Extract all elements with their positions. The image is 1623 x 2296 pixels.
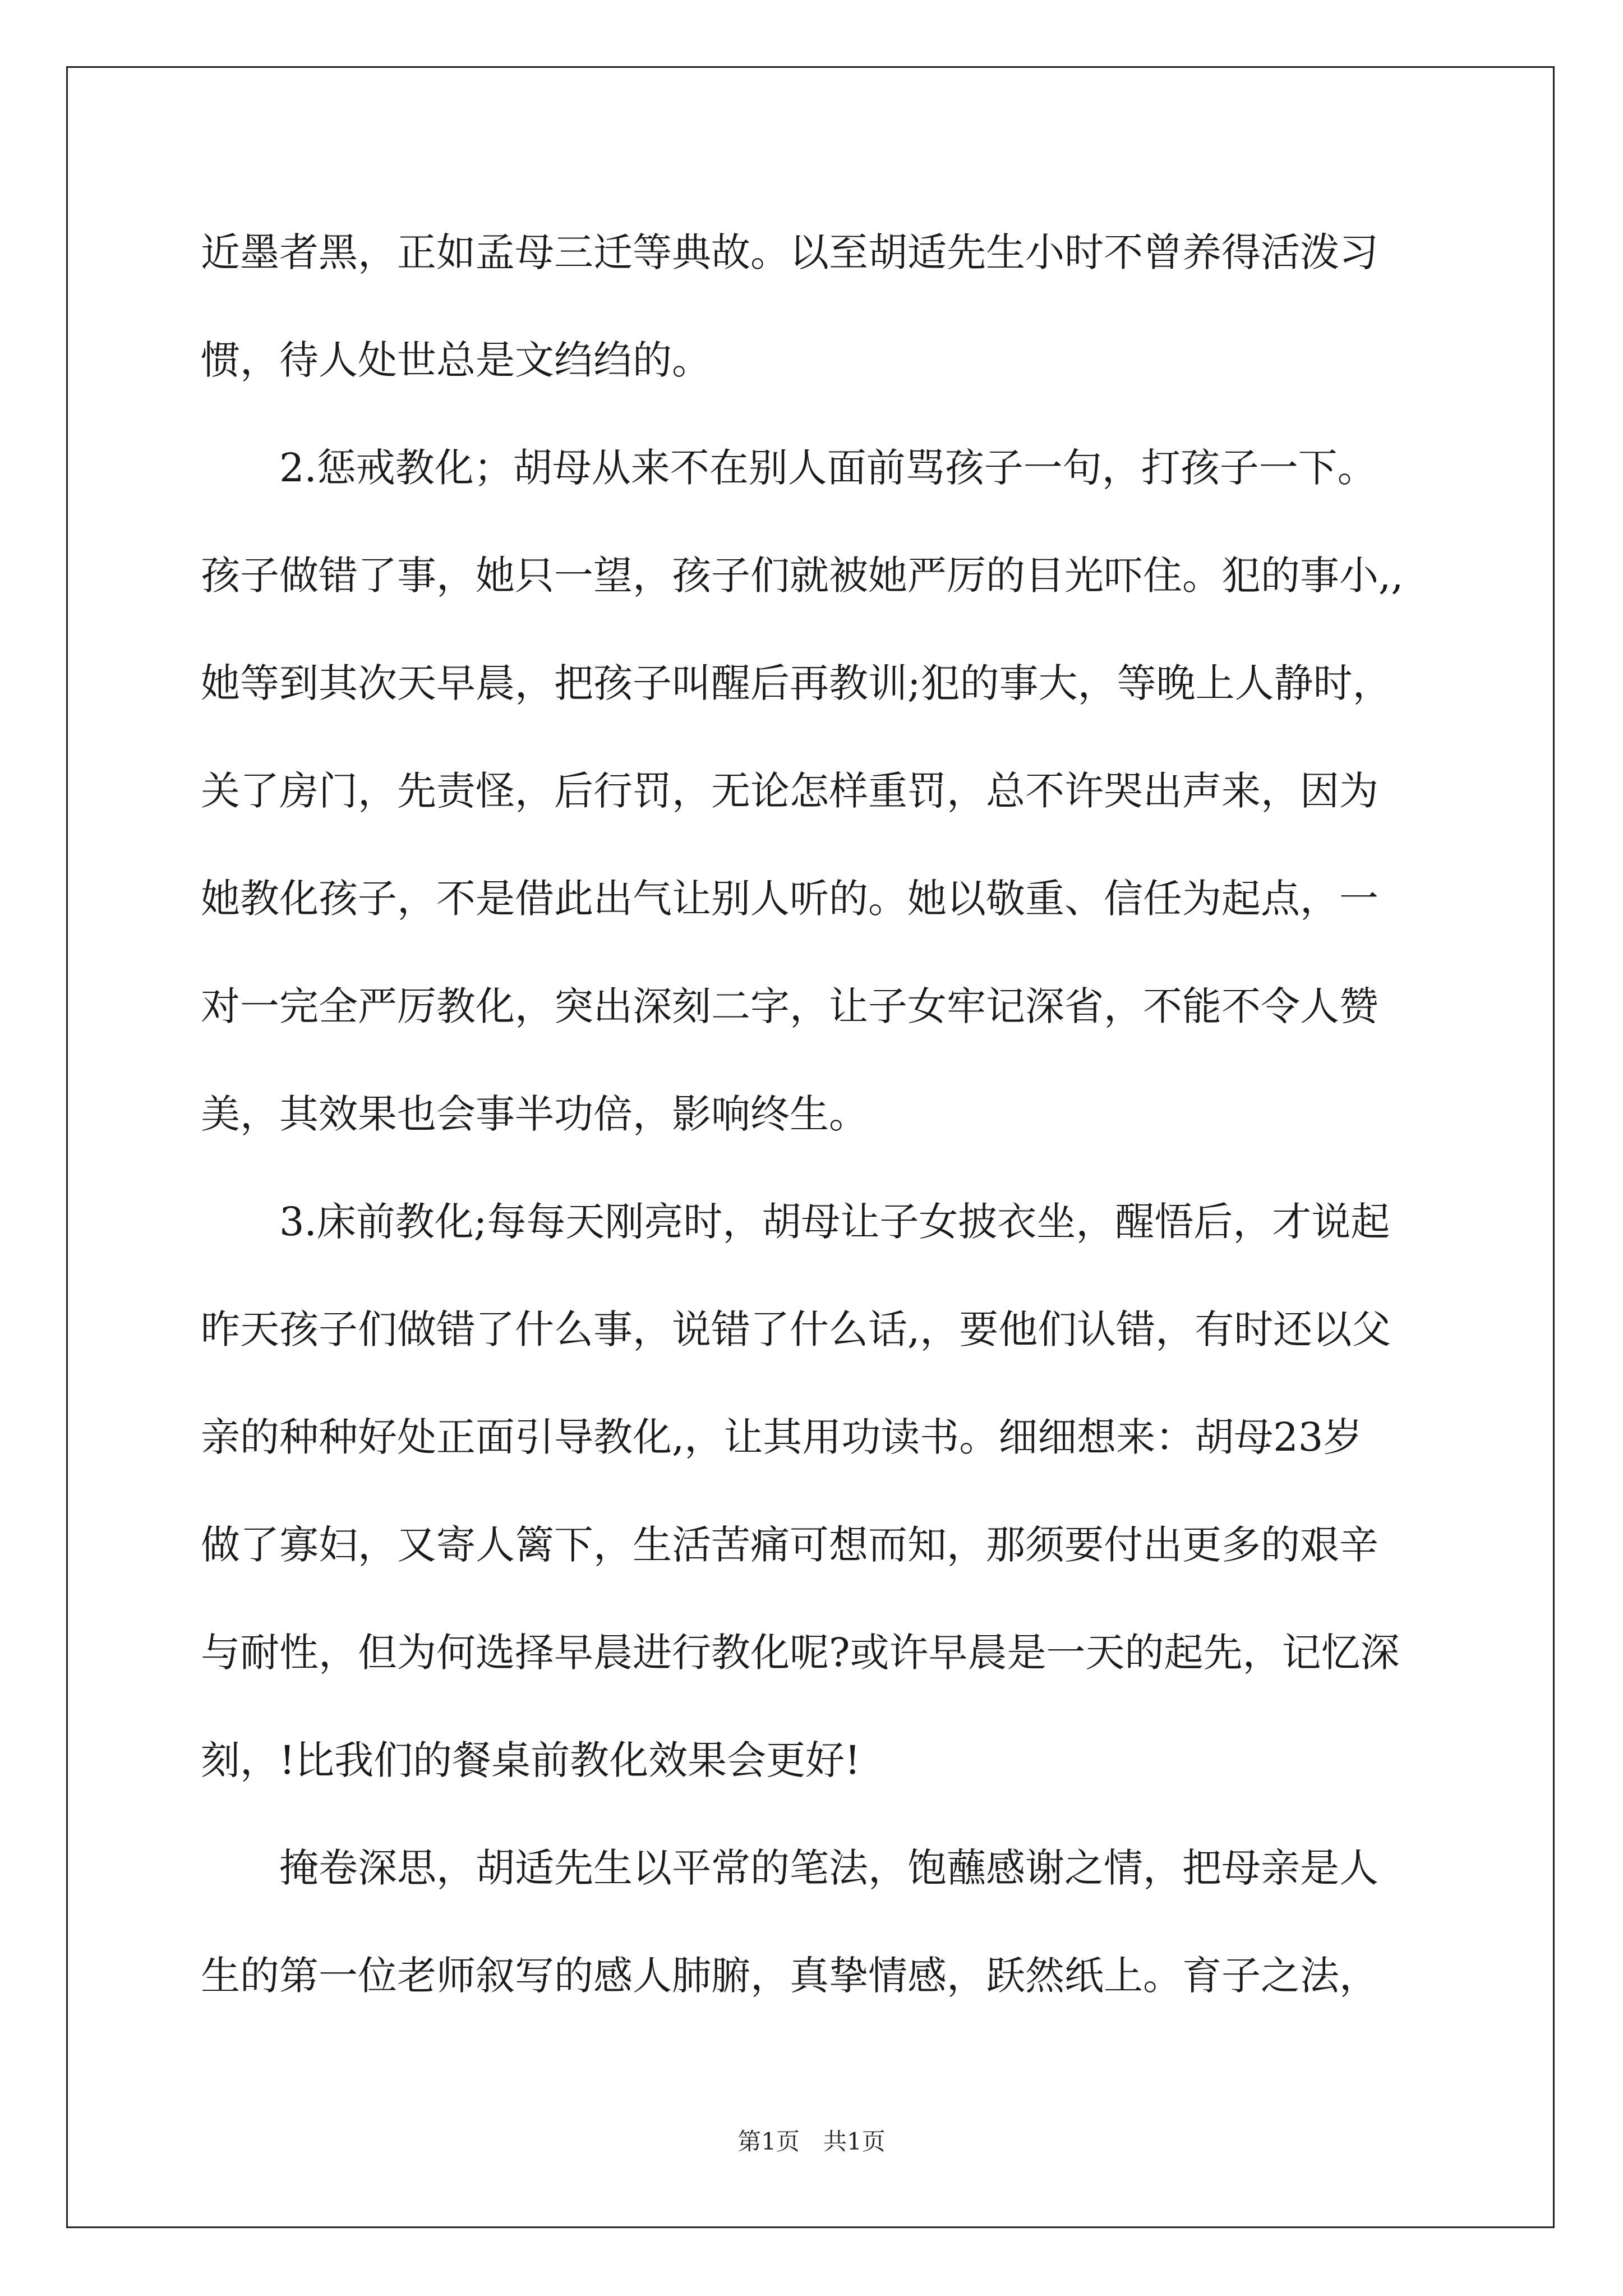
text-line: 美，其效果也会事半功倍，影响终生。 [201,1091,868,1137]
text-line: 刻，!比我们的餐桌前教化效果会更好! [201,1737,861,1783]
paragraph-first-line: 掩卷深思，胡适先生以平常的笔法，饱蘸感谢之情，把母亲是人 [279,1845,1378,1891]
text-line: 近墨者黑，正如孟母三迁等典故。以至胡适先生小时不曾养得活泼习 [201,229,1378,275]
paragraph-first-line: 2.惩戒教化；胡母从来不在别人面前骂孩子一句，打孩子一下。 [279,445,1377,491]
text-line: 做了寡妇，又寄人篱下，生活苦痛可想而知，那须要付出更多的艰辛 [201,1522,1378,1568]
text-line: 对一完全严厉教化，突出深刻二字，让子女牢记深省，不能不令人赞 [201,983,1378,1029]
document-body [201,219,1435,2050]
page-footer: 第1页 共1页 [737,2128,886,2155]
text-line: 与耐性，但为何选择早晨进行教化呢?或许早晨是一天的起先，记忆深 [201,1630,1400,1676]
text-line: 孩子做错了事，她只一望，孩子们就被她严厉的目光吓住。犯的事小,, [201,553,1404,599]
text-line: 昨天孩子们做错了什么事，说错了什么话,，要他们认错，有时还以父 [201,1306,1391,1352]
paragraph-first-line: 3.床前教化;每每天刚亮时，胡母让子女披衣坐，醒悟后，才说起 [279,1199,1390,1245]
text-line: 关了房门，先责怪，后行罚，无论怎样重罚，总不许哭出声来，因为 [201,768,1378,814]
text-line: 生的第一位老师叙写的感人肺腑，真挚情感，跃然纸上。育子之法， [201,1953,1378,1999]
text-line: 亲的种种好处正面引导教化,，让其用功读书。细细想来：胡母23岁 [201,1414,1363,1460]
text-line: 她教化孩子，不是借此出气让别人听的。她以敬重、信任为起点，一 [201,876,1378,922]
text-line: 惯，待人处世总是文绉绉的。 [201,337,711,383]
text-line: 她等到其次天早晨，把孩子叫醒后再教训;犯的事大，等晚上人静时， [201,660,1392,706]
